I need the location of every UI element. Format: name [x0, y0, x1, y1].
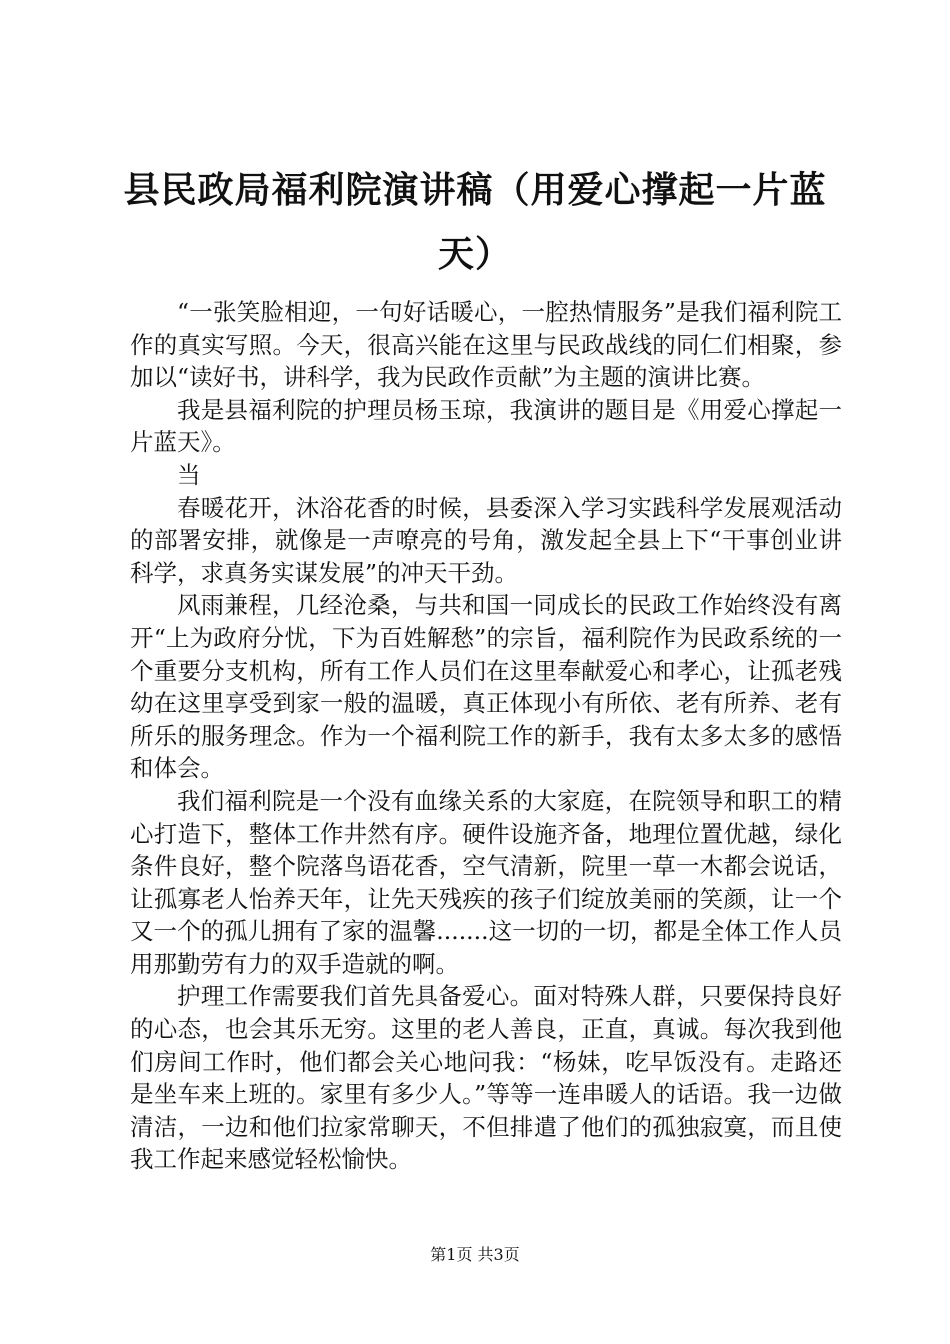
paragraph-speaker: 我是县福利院的护理员杨玉琼，我演讲的题目是《用爱心撑起一片蓝天》。 [130, 395, 842, 457]
paragraph-intro: “一张笑脸相迎，一句好话暖心，一腔热情服务”是我们福利院工作的真实写照。今天，很高兴能在这里与民政战线的同仁们相聚，参加以“读好书，讲科学，我为民政作贡献”为主题的演讲比赛。 [130, 298, 842, 392]
page-number-footer: 第1页 共3页 [430, 1245, 520, 1264]
paragraph-care-work: 护理工作需要我们首先具备爱心。面对特殊人群，只要保持良好的心态，也会其乐无穷。这里的老人善良，正直，真诚。每次我到他们房间工作时，他们都会关心地问我：“杨妹，吃早饭没有。走路还是坐车来上班的。家里有多少人。”等等一连串暖人的话语。我一边做清洁，一边和他们拉家常聊天，不但排遣了他们的孤独寂寞，而且使我工作起来感觉轻松愉快。 [130, 982, 842, 1174]
paragraph-fragment: 当 [177, 460, 201, 489]
document-title: 县民政局福利院演讲稿（用爱心撑起一片蓝天） [123, 169, 827, 275]
paragraph-civil-affairs: 风雨兼程，几经沧桑，与共和国一同成长的民政工作始终没有离开“上为政府分忧，下为百姓解愁”的宗旨，福利院作为民政系统的一个重要分支机构，所有工作人员们在这里奉献爱心和孝心，让孤老残幼在这里享受到家一般的温暖，真正体现小有所依、老有所养、老有所乐的服务理念。作为一个福利院工作的新手，我有太多太多的感悟和体会。 [130, 591, 842, 783]
paragraph-big-family: 我们福利院是一个没有血缘关系的大家庭，在院领导和职工的精心打造下，整体工作井然有序。硬件设施齐备，地理位置优越，绿化条件良好，整个院落鸟语花香，空气清新，院里一草一木都会说话，让孤寡老人怡养天年，让先天残疾的孩子们绽放美丽的笑颜，让一个又一个的孤儿拥有了家的温馨.......这一切的一切，都是全体工作人员用那勤劳有力的双手造就的啊。 [130, 786, 842, 978]
paragraph-spring: 春暖花开，沐浴花香的时候，县委深入学习实践科学发展观活动的部署安排，就像是一声嘹亮的号角，激发起全县上下“干事创业讲科学，求真务实谋发展”的冲天干劲。 [130, 493, 842, 587]
document-body [130, 296, 842, 1176]
